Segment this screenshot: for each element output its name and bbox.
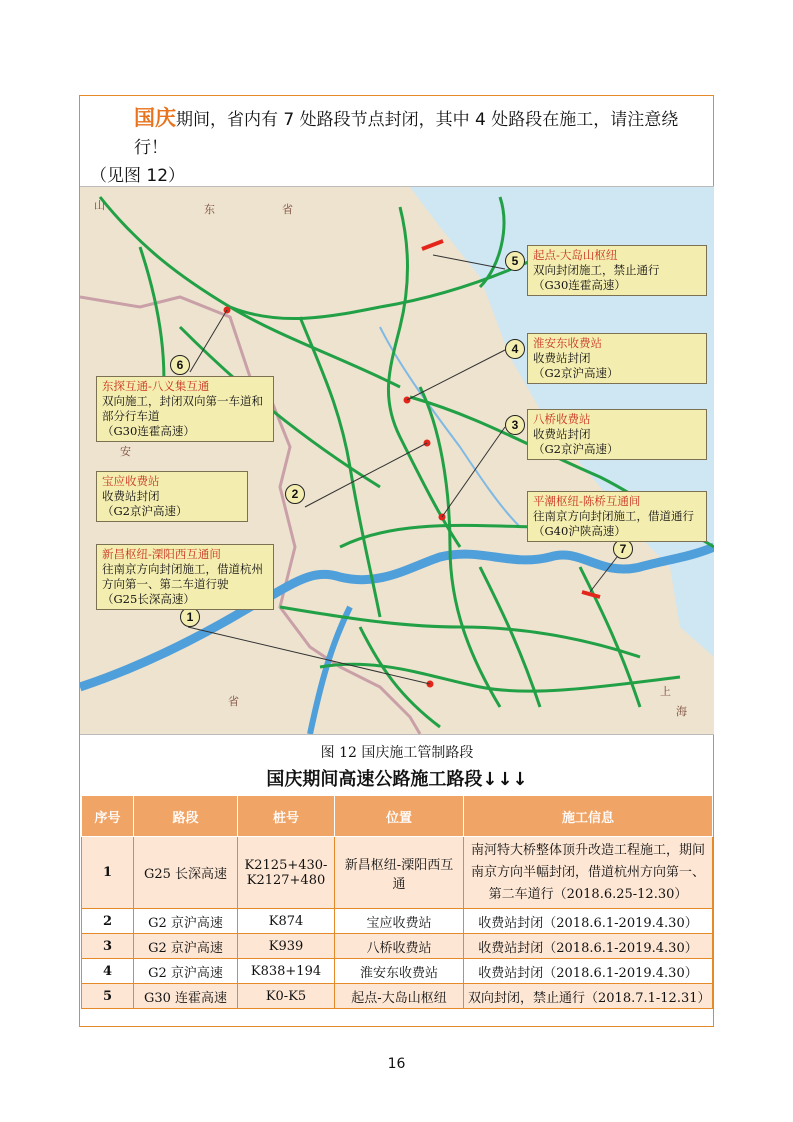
callout-line: 部分行车道 xyxy=(102,409,160,423)
row-stake: K0-K5 xyxy=(238,984,335,1009)
callout-line: （G2京沪高速） xyxy=(102,504,188,518)
row-road: G2 京沪高速 xyxy=(134,909,238,934)
row-stake: K838+194 xyxy=(238,959,335,984)
intro-line1: 期间，省内有 7 处路段节点封闭，其中 4 处路段在施工，请注意绕行！ xyxy=(134,110,679,158)
intro-line2: （见图 12） xyxy=(90,166,186,186)
figure-caption: 图 12 国庆施工管制路段 xyxy=(320,745,474,761)
row-stake: K2125+430-K2127+480 xyxy=(238,837,335,909)
row-road: G30 连霍高速 xyxy=(134,984,238,1009)
row-location: 淮安东收费站 xyxy=(335,959,464,984)
construction-table xyxy=(81,795,713,1009)
callout-line: （G2京沪高速） xyxy=(533,442,619,456)
place-label: 上 xyxy=(660,685,671,698)
callout-line: （G40沪陕高速） xyxy=(533,524,626,538)
table-row xyxy=(82,984,713,1009)
callout-7 xyxy=(527,491,707,542)
row-info: 收费站封闭（2018.6.1-2019.4.30） xyxy=(464,959,713,984)
row-number: 4 xyxy=(82,959,134,984)
row-road: G25 长深高速 xyxy=(134,837,238,909)
callout-line: （G30连霍高速） xyxy=(102,424,195,438)
callout-line: （G25长深高速） xyxy=(102,592,195,606)
traffic-map xyxy=(80,186,714,735)
marker-badge-4: 4 xyxy=(505,339,525,359)
place-label: 省 xyxy=(228,695,239,708)
row-stake: K874 xyxy=(238,909,335,934)
closure-segment-5 xyxy=(422,241,443,249)
callout-line: 双向施工，封闭双向第一车道和 xyxy=(102,394,263,408)
canal xyxy=(380,327,520,527)
row-location: 八桥收费站 xyxy=(335,934,464,959)
row-info: 双向封闭，禁止通行（2018.7.1-12.31） xyxy=(464,984,713,1009)
row-road: G2 京沪高速 xyxy=(134,959,238,984)
row-location: 起点-大岛山枢纽 xyxy=(335,984,464,1009)
row-info: 收费站封闭（2018.6.1-2019.4.30） xyxy=(464,909,713,934)
callout-line: 收费站封闭 xyxy=(533,351,591,365)
row-info: 南河特大桥整体顶升改造工程施工，期间南京方向半幅封闭，借道杭州方向第一、第二车道行（2018.6.25-12.30） xyxy=(464,837,713,909)
header-cell: 序号 xyxy=(82,796,134,837)
closure-segment-7 xyxy=(582,592,600,597)
row-number: 5 xyxy=(82,984,134,1009)
callout-title: 八桥收费站 xyxy=(533,412,591,426)
table-header-row xyxy=(82,796,713,837)
row-road: G2 京沪高速 xyxy=(134,934,238,959)
table-title: 国庆期间高速公路施工路段↓↓↓ xyxy=(266,769,528,790)
callout-line: 往南京方向封闭施工，借道杭州 xyxy=(102,562,263,576)
row-number: 2 xyxy=(82,909,134,934)
row-number: 3 xyxy=(82,934,134,959)
marker-badge-7: 7 xyxy=(613,539,633,559)
callout-line: 双向封闭施工，禁止通行 xyxy=(533,263,660,277)
row-info: 收费站封闭（2018.6.1-2019.4.30） xyxy=(464,934,713,959)
header-cell: 路段 xyxy=(134,796,238,837)
table-row xyxy=(82,909,713,934)
callout-title: 新昌枢纽-溧阳西互通间 xyxy=(102,547,221,561)
callout-title: 东探互通-八义集互通 xyxy=(102,379,210,393)
place-label: 安 xyxy=(120,445,131,458)
header-cell: 施工信息 xyxy=(464,796,713,837)
marker-badge-1: 1 xyxy=(180,607,200,627)
table-row xyxy=(82,959,713,984)
table-row xyxy=(82,837,713,909)
table-row xyxy=(82,934,713,959)
callout-1 xyxy=(96,544,274,610)
header-cell: 位置 xyxy=(335,796,464,837)
callout-3 xyxy=(527,409,707,460)
row-stake: K939 xyxy=(238,934,335,959)
callout-line: 收费站封闭 xyxy=(102,489,160,503)
place-label: 海 xyxy=(676,705,687,718)
callout-line: （G30连霍高速） xyxy=(533,278,626,292)
marker-badge-5: 5 xyxy=(505,251,525,271)
callout-4 xyxy=(527,333,707,384)
row-location: 新昌枢纽-溧阳西互通 xyxy=(335,837,464,909)
marker-badge-2: 2 xyxy=(285,484,305,504)
page-number: 16 xyxy=(387,1056,406,1072)
place-label: 东 xyxy=(204,203,215,216)
place-label: 省 xyxy=(282,203,293,216)
callout-line: 往南京方向封闭施工，借道通行 xyxy=(533,509,694,523)
callout-5 xyxy=(527,245,707,296)
intro-highlight: 国庆 xyxy=(134,106,176,130)
callout-2 xyxy=(96,471,248,522)
callout-title: 起点-大岛山枢纽 xyxy=(533,248,618,262)
intro-paragraph xyxy=(90,104,710,190)
marker-badge-6: 6 xyxy=(170,355,190,375)
header-cell: 桩号 xyxy=(238,796,335,837)
callout-title: 淮安东收费站 xyxy=(533,336,602,350)
row-number: 1 xyxy=(82,837,134,909)
callout-line: 方向第一、第二车道行驶 xyxy=(102,577,229,591)
callout-line: 收费站封闭 xyxy=(533,427,591,441)
callout-6 xyxy=(96,376,274,442)
marker-badge-3: 3 xyxy=(505,415,525,435)
callout-line: （G2京沪高速） xyxy=(533,366,619,380)
place-label: 山 xyxy=(94,199,105,212)
callout-title: 平潮枢纽-陈桥互通间 xyxy=(533,494,641,508)
row-location: 宝应收费站 xyxy=(335,909,464,934)
callout-title: 宝应收费站 xyxy=(102,474,160,488)
